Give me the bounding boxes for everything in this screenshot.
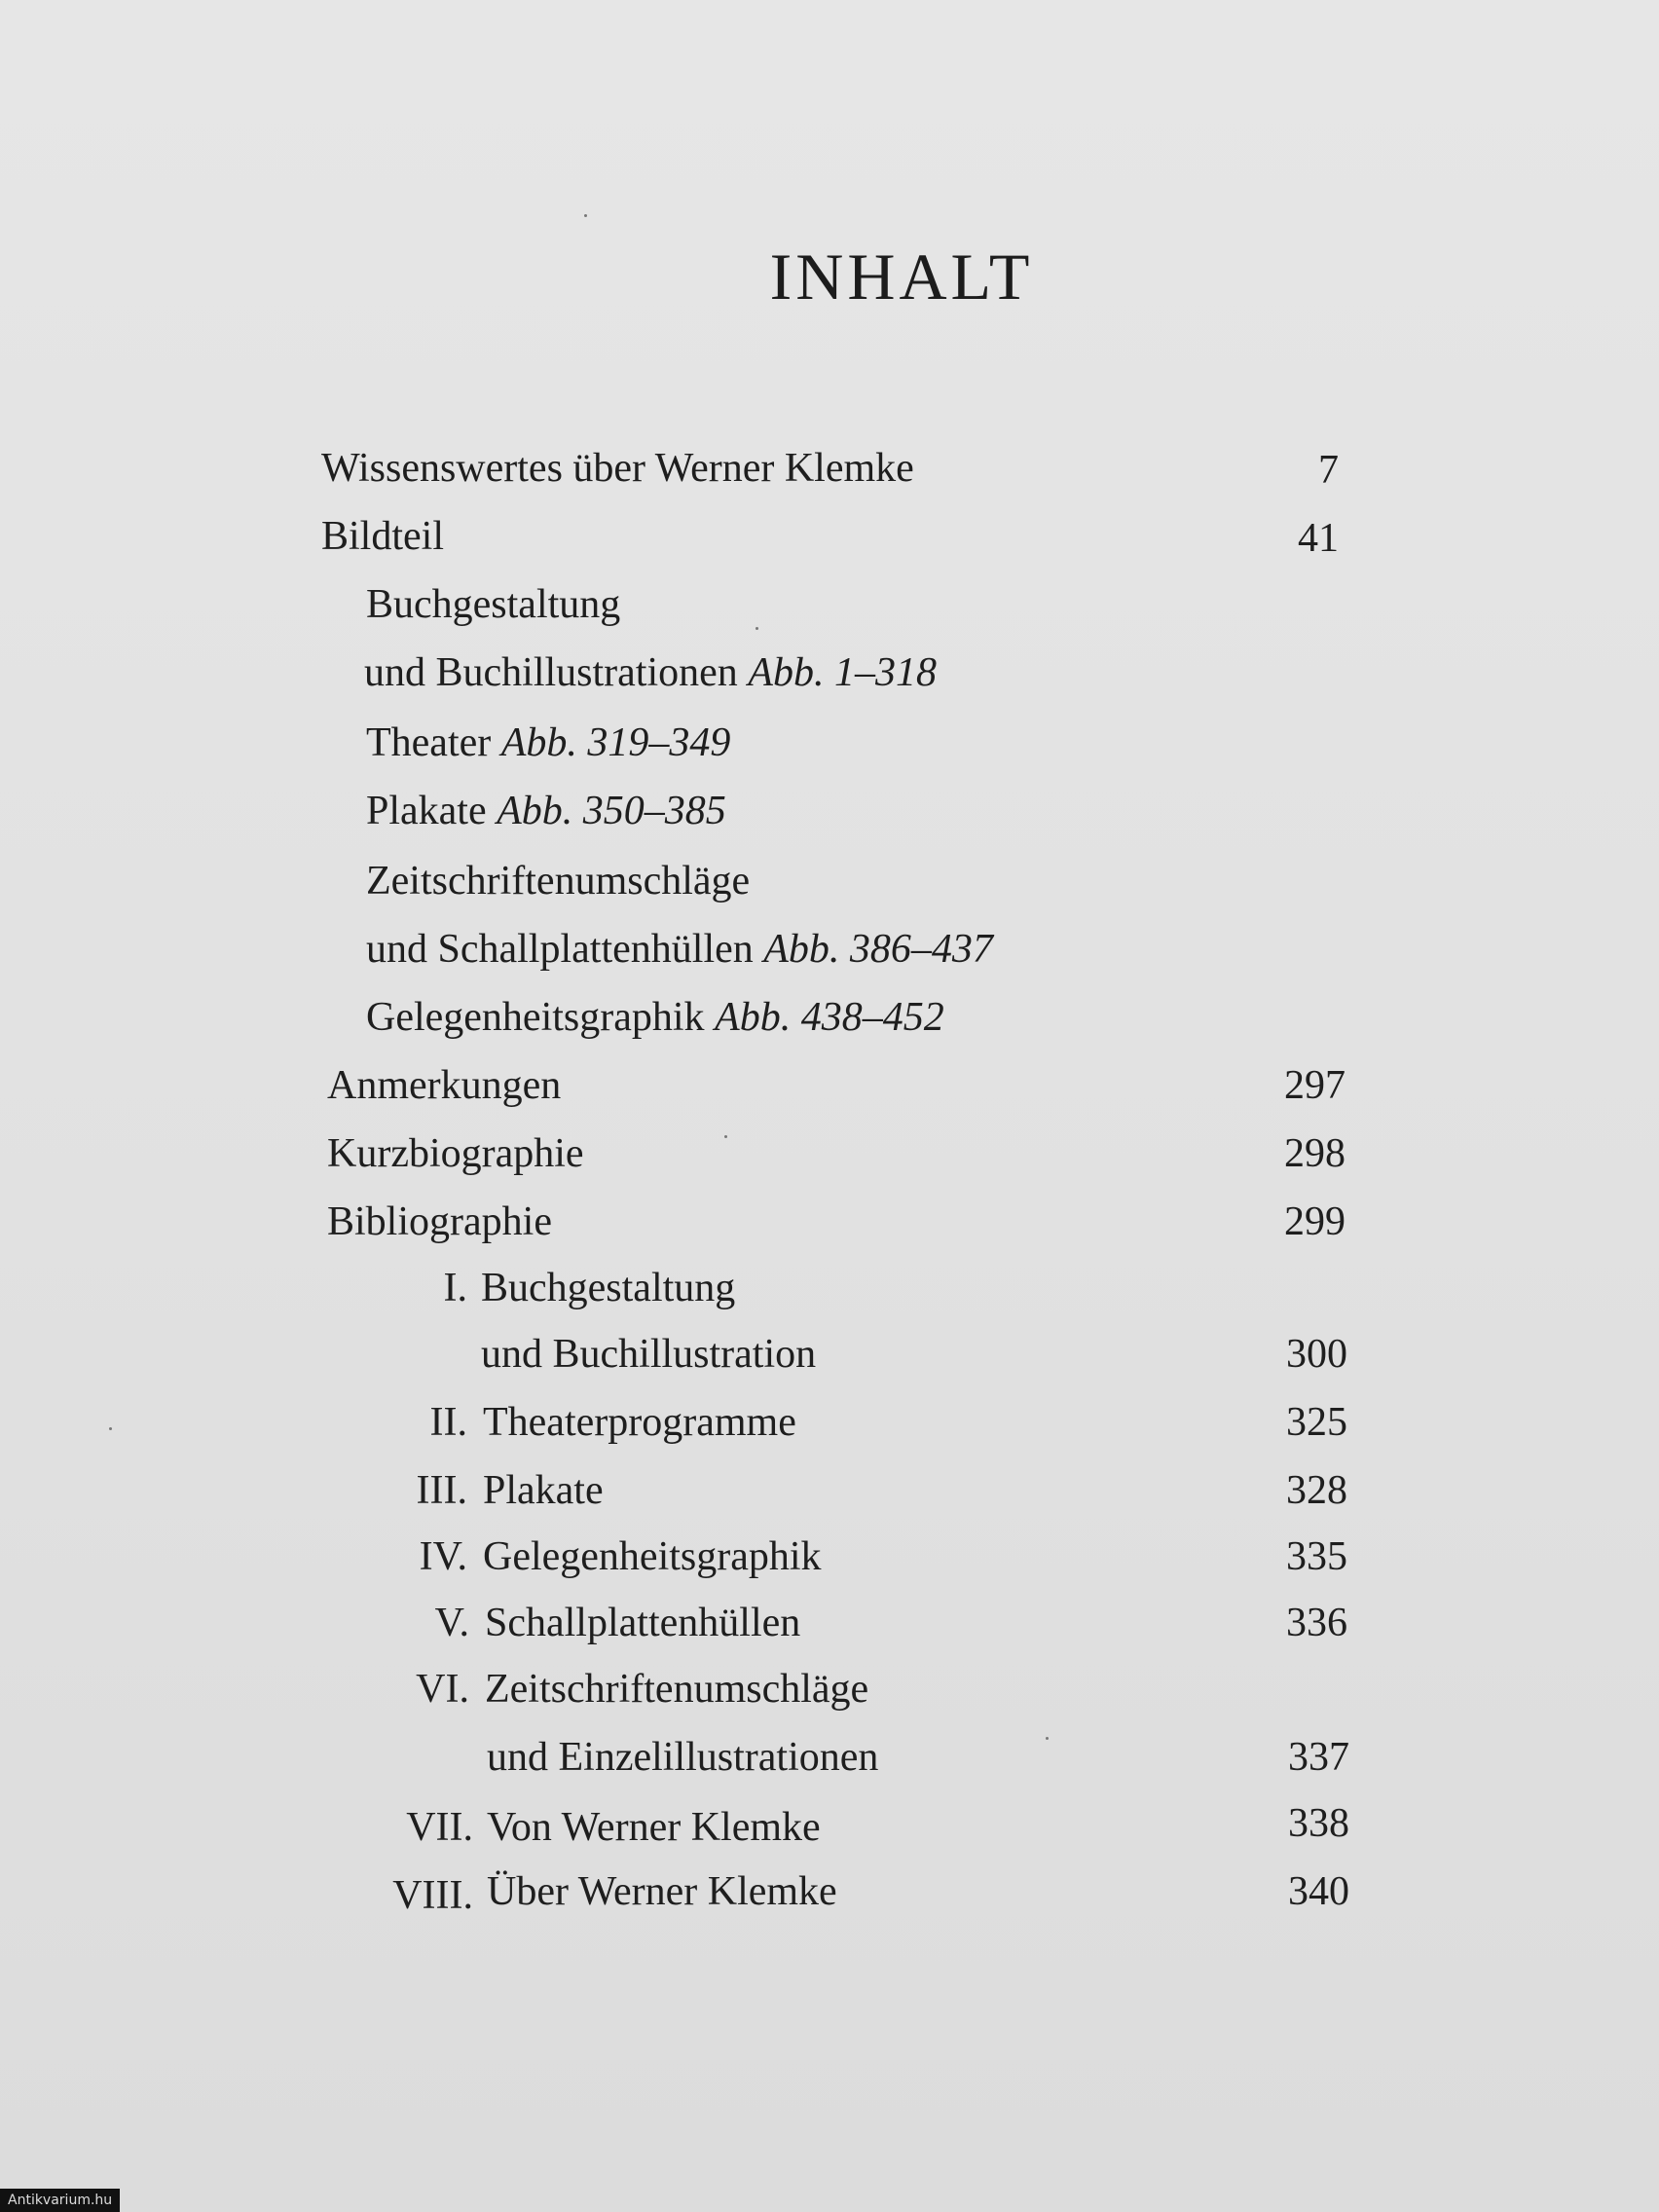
roman-numeral: VII. [406,1805,473,1850]
toc-entry: Bildteil [321,514,444,559]
page-number: 325 [1286,1400,1347,1445]
bibliography-entry: Plakate [483,1468,604,1513]
figure-range: Abb. 438–452 [715,995,944,1040]
page-number: 299 [1284,1199,1346,1244]
watermark: Antikvarium.hu [0,2189,120,2212]
page-number: 297 [1284,1063,1346,1108]
toc-subentry: Zeitschriftenumschläge [366,859,751,903]
figure-range: Abb. 350–385 [497,789,726,833]
page-number: 298 [1284,1131,1346,1176]
roman-numeral: III. [416,1468,467,1513]
toc-subentry: und Buchillustrationen Abb. 1–318 [364,650,937,695]
bibliography-entry: und Einzelillustrationen [487,1735,879,1780]
page-number: 338 [1288,1801,1349,1846]
bibliography-entry: Schallplattenhüllen [485,1601,801,1645]
page-title: INHALT [769,240,1034,313]
bibliography-entry: Zeitschriftenumschläge [485,1667,869,1712]
toc-subentry: Theater Abb. 319–349 [366,720,731,765]
page-number: 337 [1288,1735,1349,1780]
roman-numeral: II. [429,1400,467,1445]
bibliography-entry: Buchgestaltung [481,1266,736,1310]
toc-entry: Anmerkungen [327,1063,562,1108]
roman-numeral: VIII. [392,1873,473,1918]
page-number: 336 [1286,1601,1347,1645]
roman-numeral: V. [434,1601,469,1645]
paper-speck [584,214,587,217]
page-number: 335 [1286,1534,1347,1579]
toc-entry: Kurzbiographie [327,1131,584,1176]
toc-entry: Bibliographie [327,1199,552,1244]
paper-speck [109,1427,112,1430]
bibliography-entry: Theaterprogramme [483,1400,796,1445]
page-number: 7 [1318,448,1339,493]
figure-range: Abb. 319–349 [500,720,731,765]
paper-speck [724,1135,727,1138]
bibliography-entry: Gelegenheitsgraphik [483,1534,822,1579]
toc-subentry: Gelegenheitsgraphik Abb. 438–452 [366,995,944,1040]
roman-numeral: VI. [416,1667,469,1712]
page-number: 41 [1298,516,1339,561]
toc-entry: Wissenswertes über Werner Klemke [321,446,914,491]
figure-range: Abb. 386–437 [763,927,993,972]
toc-subentry: Buchgestaltung [366,582,621,627]
toc-subentry: und Schallplattenhüllen Abb. 386–437 [366,927,993,972]
page-number: 340 [1288,1869,1349,1914]
page-number: 300 [1286,1332,1347,1377]
page-number: 328 [1286,1468,1347,1513]
figure-range: Abb. 1–318 [748,650,937,695]
roman-numeral: IV. [419,1534,467,1579]
paper-speck [756,627,758,630]
bibliography-entry: Von Werner Klemke [487,1805,821,1850]
toc-subentry: Plakate Abb. 350–385 [366,789,726,833]
bibliography-entry: und Buchillustration [481,1332,817,1377]
roman-numeral: I. [443,1266,467,1310]
paper-speck [1046,1737,1049,1740]
bibliography-entry: Über Werner Klemke [487,1869,837,1914]
